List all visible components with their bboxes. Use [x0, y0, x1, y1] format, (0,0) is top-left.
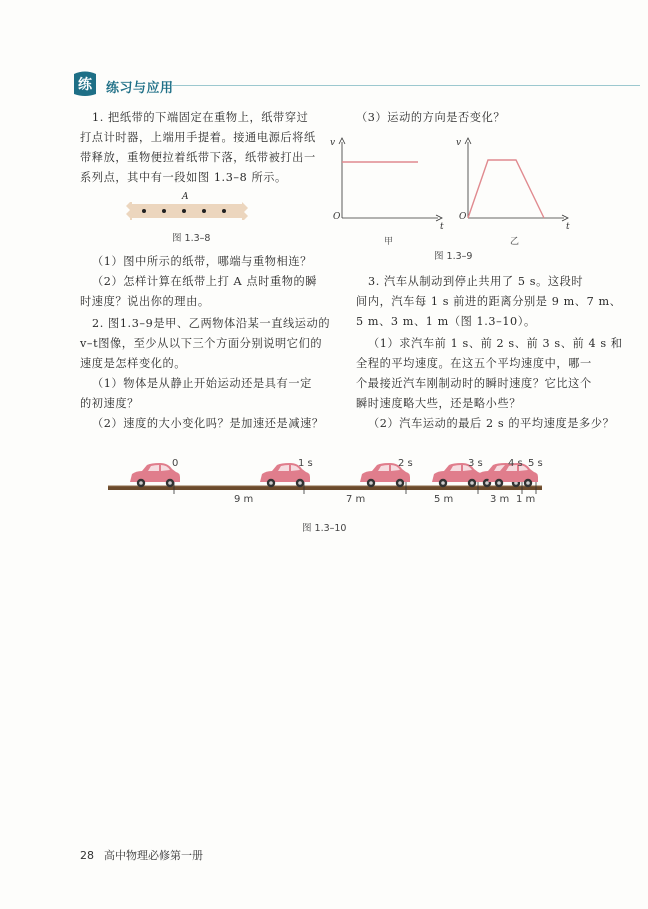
time-label-0: 0 — [172, 458, 179, 469]
q3-sub-1b: 全程的平均速度。在这五个平均速度中，哪一 — [356, 357, 592, 370]
q3-sub-1c: 个最接近汽车刚制动时的瞬时速度？它比这个 — [356, 377, 592, 390]
book-title: 高中物理必修第一册 — [104, 849, 203, 862]
vt-graph-jia — [332, 132, 444, 232]
q2-sub-3: （3）运动的方向是否变化？ — [356, 111, 506, 124]
distance-label-5m: 5 m — [434, 494, 454, 505]
time-label-1s: 1 s — [298, 458, 313, 469]
q1-line-4: 系列点，其中有一段如图 1.3–8 所示。 — [80, 171, 287, 184]
vt-graph-yi — [458, 132, 570, 232]
jia-origin: O — [333, 212, 341, 222]
fig-1-3-10-caption: 图 1.3–10 — [302, 523, 347, 534]
q1-line-1: 1. 把纸带的下端固定在重物上，纸带穿过 — [92, 111, 309, 124]
time-label-5s: 5 s — [528, 458, 543, 469]
tape-dot — [202, 209, 206, 213]
yi-axis-t: t — [566, 222, 570, 232]
yi-origin: O — [459, 212, 467, 222]
jia-axis-v: v — [330, 138, 336, 148]
q2-sub-1b: 的初速度？ — [80, 397, 139, 410]
q2-line-1: 2. 图1.3–9是甲、乙两物体沿某一直线运动的 — [92, 317, 331, 330]
q2-line-2: v–t图像，至少从以下三个方面分别说明它们的 — [80, 337, 323, 350]
time-label-4s: 4 s — [508, 458, 523, 469]
q3-line-1: 3. 汽车从制动到停止共用了 5 s。这段时 — [368, 275, 584, 288]
q3-sub-1d: 瞬时速度略大些，还是略小些？ — [356, 397, 522, 410]
q3-sub-2: （2）汽车运动的最后 2 s 的平均速度是多少？ — [368, 417, 615, 430]
q1-line-3: 带释放，重物便拉着纸带下落，纸带被打出一 — [80, 151, 316, 164]
ground-strip — [108, 486, 542, 490]
q2-line-3: 速度是怎样变化的。 — [80, 357, 187, 370]
page-footer — [80, 847, 213, 863]
tape-dot — [162, 209, 166, 213]
q1-line-2: 打点计时器，上端用手提着。接通电源后将纸 — [80, 131, 316, 144]
q1-sub-1: （1）图中所示的纸带，哪端与重物相连？ — [92, 255, 312, 268]
tape-dot — [182, 209, 186, 213]
tape-tear-left — [124, 202, 132, 220]
header-rule — [172, 85, 640, 86]
paper-tape — [130, 204, 244, 218]
fig-1-3-9-caption: 图 1.3–9 — [434, 251, 473, 262]
section-badge-icon — [70, 70, 100, 98]
tape-dot — [222, 209, 226, 213]
yi-axis-v: v — [456, 138, 462, 148]
distance-label-7m: 7 m — [346, 494, 366, 505]
tape-point-label: A — [182, 192, 189, 202]
q2-sub-2: （2）速度的大小变化吗？是加速还是减速？ — [92, 417, 324, 430]
q1-sub-2b: 时速度？说出你的理由。 — [80, 295, 210, 308]
fig-1-3-8-caption: 图 1.3–8 — [172, 233, 211, 244]
yi-velocity-line — [468, 160, 544, 218]
jia-label: 甲 — [384, 237, 394, 247]
q3-sub-1: （1）求汽车前 1 s、前 2 s、前 3 s、前 4 s 和 — [368, 337, 623, 350]
distance-label-3m: 3 m — [490, 494, 510, 505]
jia-axis-t: t — [440, 222, 444, 232]
yi-label: 乙 — [510, 237, 520, 247]
q2-sub-1: （1）物体是从静止开始运动还是具有一定 — [92, 377, 312, 390]
time-label-2s: 2 s — [398, 458, 413, 469]
q3-line-2: 间内，汽车每 1 s 前进的距离分别是 9 m、7 m、 — [356, 295, 622, 308]
distance-label-9m: 9 m — [234, 494, 254, 505]
section-badge-text: 练 — [78, 77, 92, 93]
q3-line-3: 5 m、3 m、1 m（图 1.3–10）。 — [356, 315, 536, 328]
q1-sub-2: （2）怎样计算在纸带上打 A 点时重物的瞬 — [92, 275, 318, 288]
time-label-3s: 3 s — [468, 458, 483, 469]
tape-tear-right — [242, 202, 250, 220]
distance-label-1m: 1 m — [516, 494, 536, 505]
section-title: 练习与应用 — [106, 81, 174, 96]
page-number: 28 — [80, 849, 94, 862]
tape-dot — [142, 209, 146, 213]
